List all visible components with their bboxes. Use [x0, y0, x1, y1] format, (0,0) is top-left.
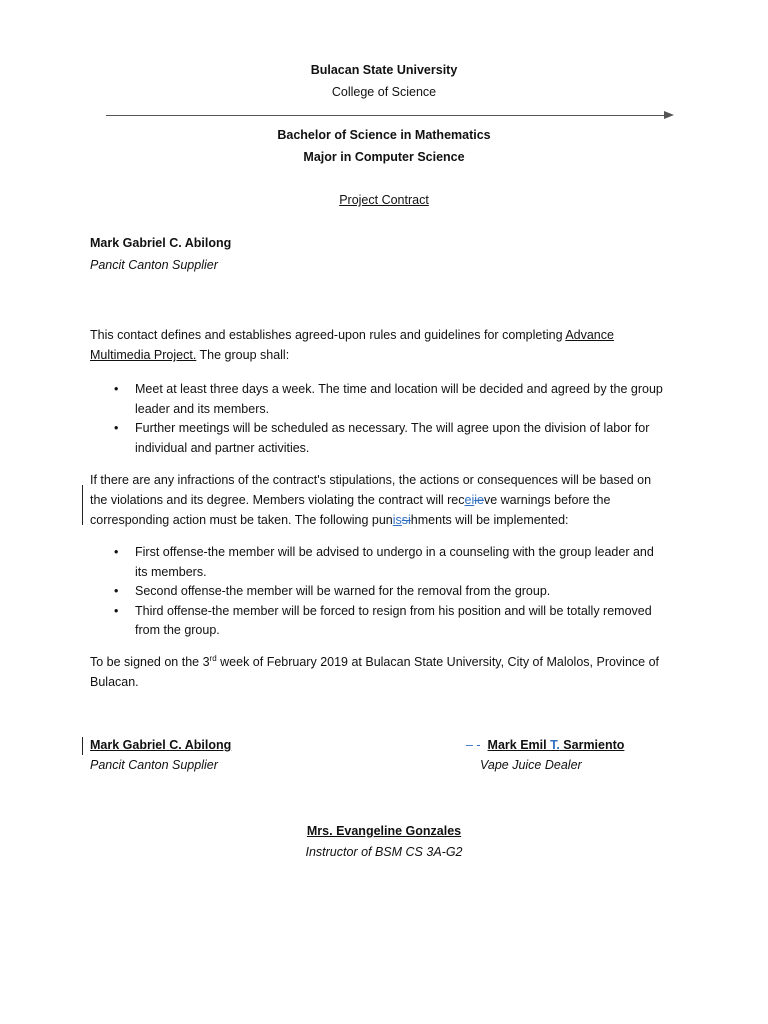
- intro-paragraph: [90, 325, 675, 365]
- document-title-text: Project Contract: [339, 193, 429, 207]
- document-title: [0, 193, 768, 207]
- punishment-line1: First offense-the member will be advised to undergo in a counseling with the group leader and: [135, 545, 654, 559]
- inserted-text: T.: [550, 738, 560, 752]
- header-rule-arrowhead: [664, 111, 674, 119]
- left-signatory-role: Pancit Canton Supplier: [90, 758, 218, 772]
- party-name: Mark Gabriel C. Abilong: [90, 236, 232, 250]
- signing-paragraph: [90, 652, 675, 692]
- signing-line2: Bulacan.: [90, 675, 139, 689]
- bullet-icon: •: [114, 603, 119, 618]
- intro-text-after: The group shall:: [196, 348, 290, 362]
- revision-change-bar: [82, 737, 83, 755]
- program-name: Bachelor of Science in Mathematics: [277, 128, 491, 142]
- punishment-line1: Second offense-the member will be warned for the removal from the group.: [135, 584, 551, 598]
- header-rule: [106, 115, 668, 116]
- signing-text: To be signed on the 3: [90, 655, 210, 669]
- party-role: Pancit Canton Supplier: [90, 258, 218, 272]
- list-item: [90, 380, 675, 419]
- right-name-first: Mark Emil: [487, 738, 551, 752]
- infractions-line2b: ve warnings before the: [483, 493, 611, 507]
- deleted-text: ie: [474, 493, 484, 507]
- left-signatory-name: Mark Gabriel C. Abilong: [90, 738, 232, 752]
- inserted-text: ei: [464, 493, 475, 507]
- infractions-line2a: the violations and its degree. Members violating the contract will rec: [90, 493, 465, 507]
- list-item: [90, 543, 675, 582]
- rule-line1: Further meetings will be scheduled as necessary. The will agree upon the division of labor for: [135, 421, 650, 435]
- list-item: [90, 582, 675, 602]
- right-signatory-name: [488, 738, 625, 752]
- college-name: College of Science: [331, 85, 437, 99]
- rule-line2: leader and its members.: [135, 401, 270, 416]
- project-name-line1: Advance: [565, 328, 614, 342]
- punishment-line2: its members.: [135, 564, 207, 579]
- inserted-text: is: [392, 513, 402, 527]
- rules-list: [90, 380, 675, 458]
- instructor-block: [0, 824, 768, 838]
- infractions-paragraph: [90, 470, 675, 530]
- ordinal-suffix: rd: [209, 653, 217, 663]
- punishments-list: [90, 543, 675, 641]
- deleted-text: si: [401, 513, 411, 527]
- project-name-line2: Multimedia Project.: [90, 348, 197, 362]
- right-signatory-role: Vape Juice Dealer: [480, 758, 582, 772]
- infractions-line1: If there are any infractions of the contract's stipulations, the actions or consequences will be based on: [90, 473, 652, 487]
- major-name: Major in Computer Science: [303, 150, 465, 164]
- intro-text: This contact defines and establishes agreed-upon rules and guidelines for completing: [90, 328, 566, 342]
- list-item: [90, 602, 675, 641]
- punishment-line2: from the group.: [135, 623, 220, 637]
- rule-line1: Meet at least three days a week. The time and location will be decided and agreed by the group: [135, 382, 663, 396]
- bullet-icon: •: [114, 382, 119, 396]
- bullet-icon: •: [114, 421, 119, 435]
- revision-change-bar: [82, 485, 83, 525]
- infractions-line3b: hments will be implemented:: [410, 513, 569, 527]
- bullet-icon: •: [114, 584, 119, 598]
- list-item: [90, 419, 675, 458]
- signing-text-after: week of February 2019 at Bulacan State University, City of Malolos, Province of: [216, 655, 660, 669]
- right-signatory: [466, 738, 624, 752]
- university-name: Bulacan State University: [310, 63, 458, 77]
- rule-line2: individual and partner activities.: [135, 440, 310, 455]
- bullet-icon: •: [114, 545, 119, 559]
- right-name-last: Sarmiento: [559, 738, 625, 752]
- punishment-line1: Third offense-the member will be forced to resign from his position and will be totally removed: [135, 603, 652, 618]
- infractions-line3a: corresponding action must be taken. The following pun: [90, 513, 393, 527]
- instructor-role: Instructor of BSM CS 3A-G2: [305, 845, 463, 859]
- instructor-name: Mrs. Evangeline Gonzales: [306, 824, 462, 838]
- revision-marker: – -: [466, 738, 481, 752]
